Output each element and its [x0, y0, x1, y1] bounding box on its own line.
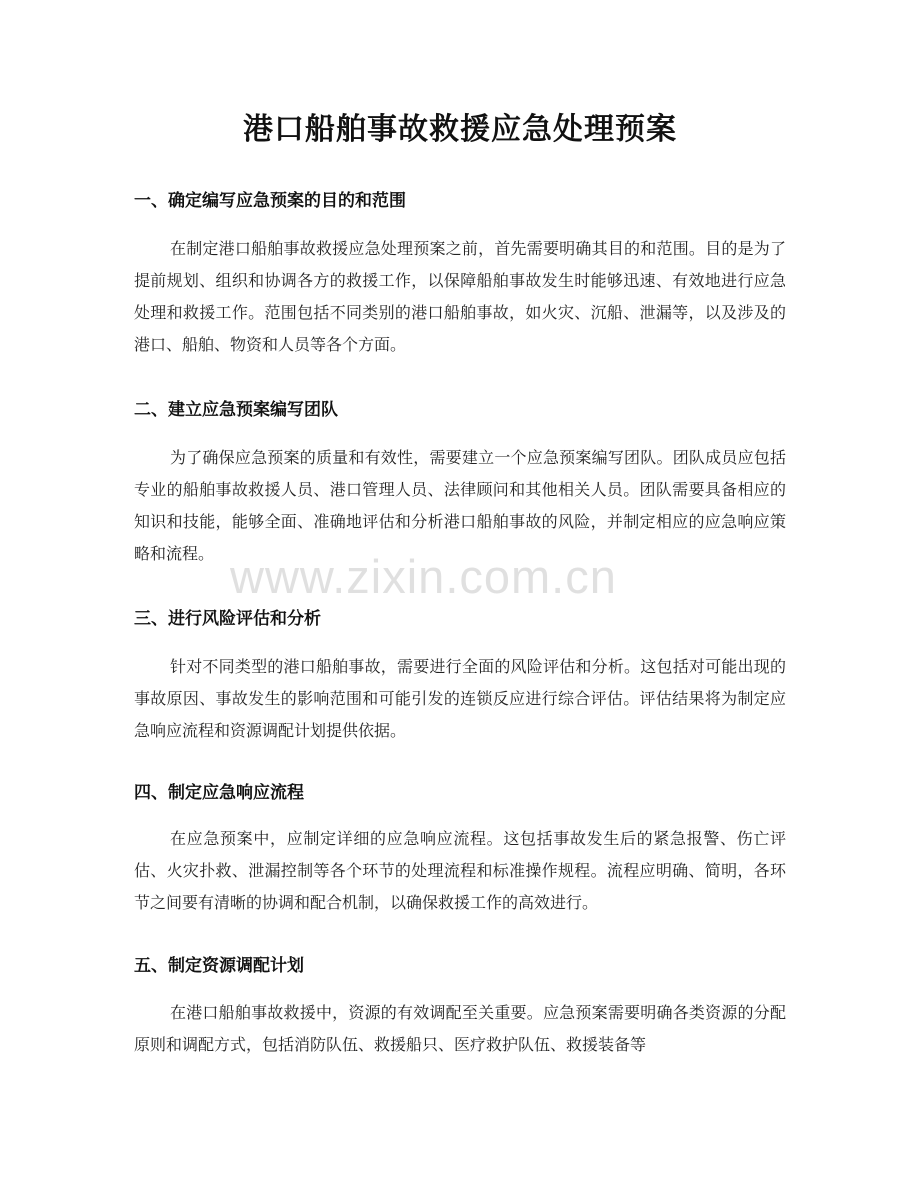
section-body-3: 针对不同类型的港口船舶事故，需要进行全面的风险评估和分析。这包括对可能出现的事故原因、事故发生的影响范围和可能引发的连锁反应进行综合评估。评估结果将为制定应急响应流程和资源调配计划提供依据。 — [134, 657, 786, 740]
section-heading-3: 三、进行风险评估和分析 — [134, 609, 321, 629]
section-body-4: 在应急预案中，应制定详细的应急响应流程。这包括事故发生后的紧急报警、伤亡评估、火灾扑救、泄漏控制等各个环节的处理流程和标准操作规程。流程应明确、简明，各环节之间要有清晰的协调和配合机制，以确保救援工作的高效进行。 — [134, 829, 786, 912]
section-heading-4: 四、制定应急响应流程 — [134, 783, 304, 803]
section-body-5: 在港口船舶事故救援中，资源的有效调配至关重要。应急预案需要明确各类资源的分配原则和调配方式，包括消防队伍、救援船只、医疗救护队伍、救援装备等 — [134, 1003, 786, 1054]
section-body-1: 在制定港口船舶事故救援应急处理预案之前，首先需要明确其目的和范围。目的是为了提前规划、组织和协调各方的救援工作，以保障船舶事故发生时能够迅速、有效地进行应急处理和救援工作。范围包括不同类别的港口船舶事故，如火灾、沉船、泄漏等，以及涉及的港口、船舶、物资和人员等各个方面。 — [134, 239, 786, 354]
document-title: 港口船舶事故救援应急处理预案 — [243, 112, 677, 147]
section-heading-2: 二、建立应急预案编写团队 — [134, 400, 338, 420]
section-body-2: 为了确保应急预案的质量和有效性，需要建立一个应急预案编写团队。团队成员应包括专业的船舶事故救援人员、港口管理人员、法律顾问和其他相关人员。团队需要具备相应的知识和技能，能够全面、准确地评估和分析港口船舶事故的风险，并制定相应的应急响应策略和流程。 — [134, 448, 786, 563]
section-heading-1: 一、确定编写应急预案的目的和范围 — [134, 191, 406, 211]
watermark-text: www.zixin.com.cn — [230, 550, 617, 603]
section-heading-5: 五、制定资源调配计划 — [134, 956, 304, 976]
